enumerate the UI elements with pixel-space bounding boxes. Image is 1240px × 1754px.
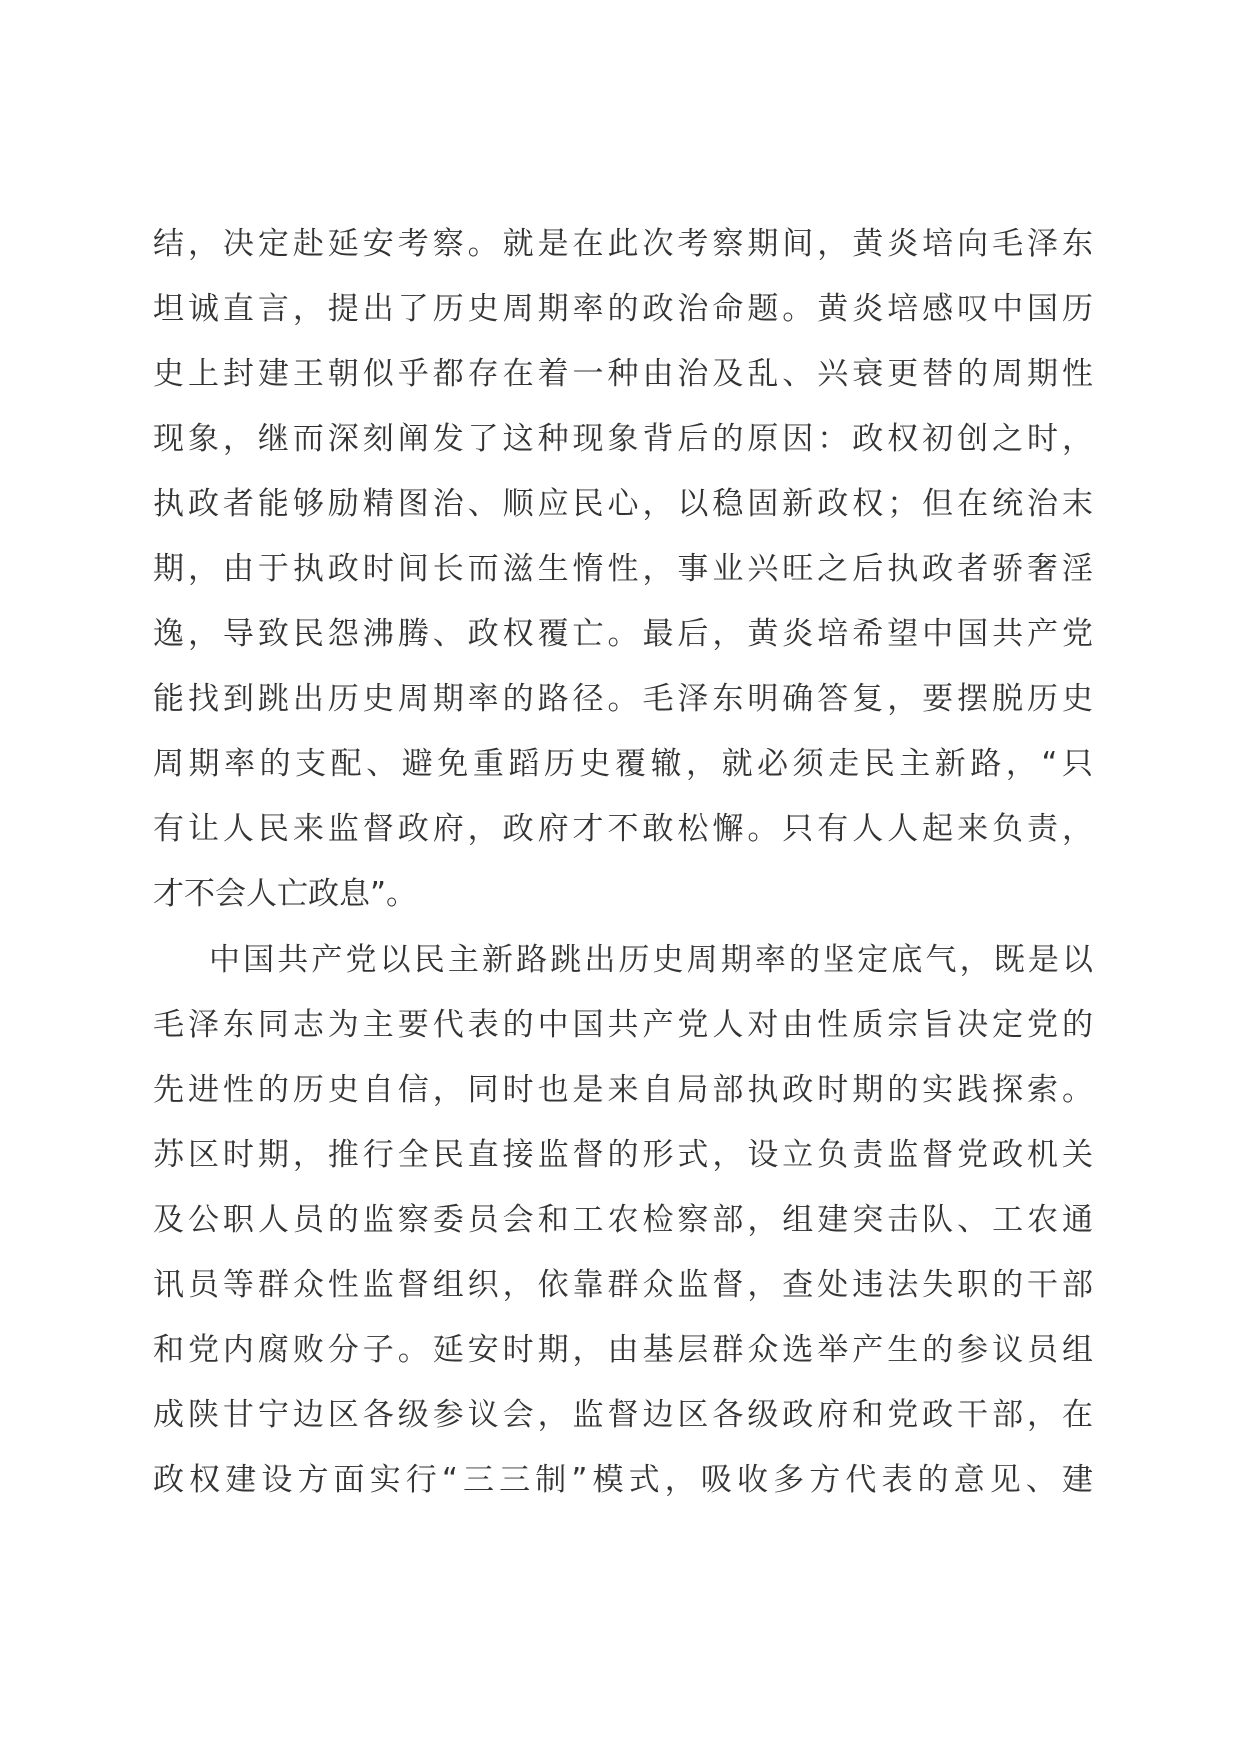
- paragraph-body: [153, 928, 1093, 1513]
- text-line: 期，由于执政时间长而滋生惰性，事业兴旺之后执政者骄奢淫: [153, 551, 1093, 587]
- text-line: 执政者能够励精图治、顺应民心，以稳固新政权；但在统治末: [153, 486, 1093, 522]
- text-line: 中国共产党以民主新路跳出历史周期率的坚定底气，既是以: [209, 942, 1093, 978]
- text-line: 周期率的支配、避免重蹈历史覆辙，就必须走民主新路，“只: [153, 746, 1093, 782]
- text-line: 现象，继而深刻阐发了这种现象背后的原因：政权初创之时，: [153, 421, 1093, 457]
- text-line: 和党内腐败分子。延安时期，由基层群众选举产生的参议员组: [153, 1332, 1093, 1368]
- text-line: 才不会人亡政息”。: [153, 876, 418, 912]
- text-line: 苏区时期，推行全民直接监督的形式，设立负责监督党政机关: [153, 1137, 1093, 1173]
- text-line: 能找到跳出历史周期率的路径。毛泽东明确答复，要摆脱历史: [153, 681, 1093, 717]
- text-line: 结，决定赴延安考察。就是在此次考察期间，黄炎培向毛泽东: [153, 226, 1093, 262]
- text-line: 讯员等群众性监督组织，依靠群众监督，查处违法失职的干部: [153, 1267, 1093, 1303]
- text-line: 毛泽东同志为主要代表的中国共产党人对由性质宗旨决定党的: [153, 1007, 1093, 1043]
- text-line: 逸，导致民怨沸腾、政权覆亡。最后，黄炎培希望中国共产党: [153, 616, 1093, 652]
- text-line: 政权建设方面实行“三三制”模式，吸收多方代表的意见、建: [153, 1462, 1093, 1498]
- text-line: 先进性的历史自信，同时也是来自局部执政时期的实践探索。: [153, 1072, 1093, 1108]
- text-line: 有让人民来监督政府，政府才不敢松懈。只有人人起来负责，: [153, 811, 1093, 847]
- text-line: 成陕甘宁边区各级参议会，监督边区各级政府和党政干部，在: [153, 1397, 1093, 1433]
- paragraph-continued: [153, 212, 1093, 927]
- text-line: 史上封建王朝似乎都存在着一种由治及乱、兴衰更替的周期性: [153, 356, 1093, 392]
- text-line: 坦诚直言，提出了历史周期率的政治命题。黄炎培感叹中国历: [153, 291, 1093, 327]
- text-line: 及公职人员的监察委员会和工农检察部，组建突击队、工农通: [153, 1202, 1093, 1238]
